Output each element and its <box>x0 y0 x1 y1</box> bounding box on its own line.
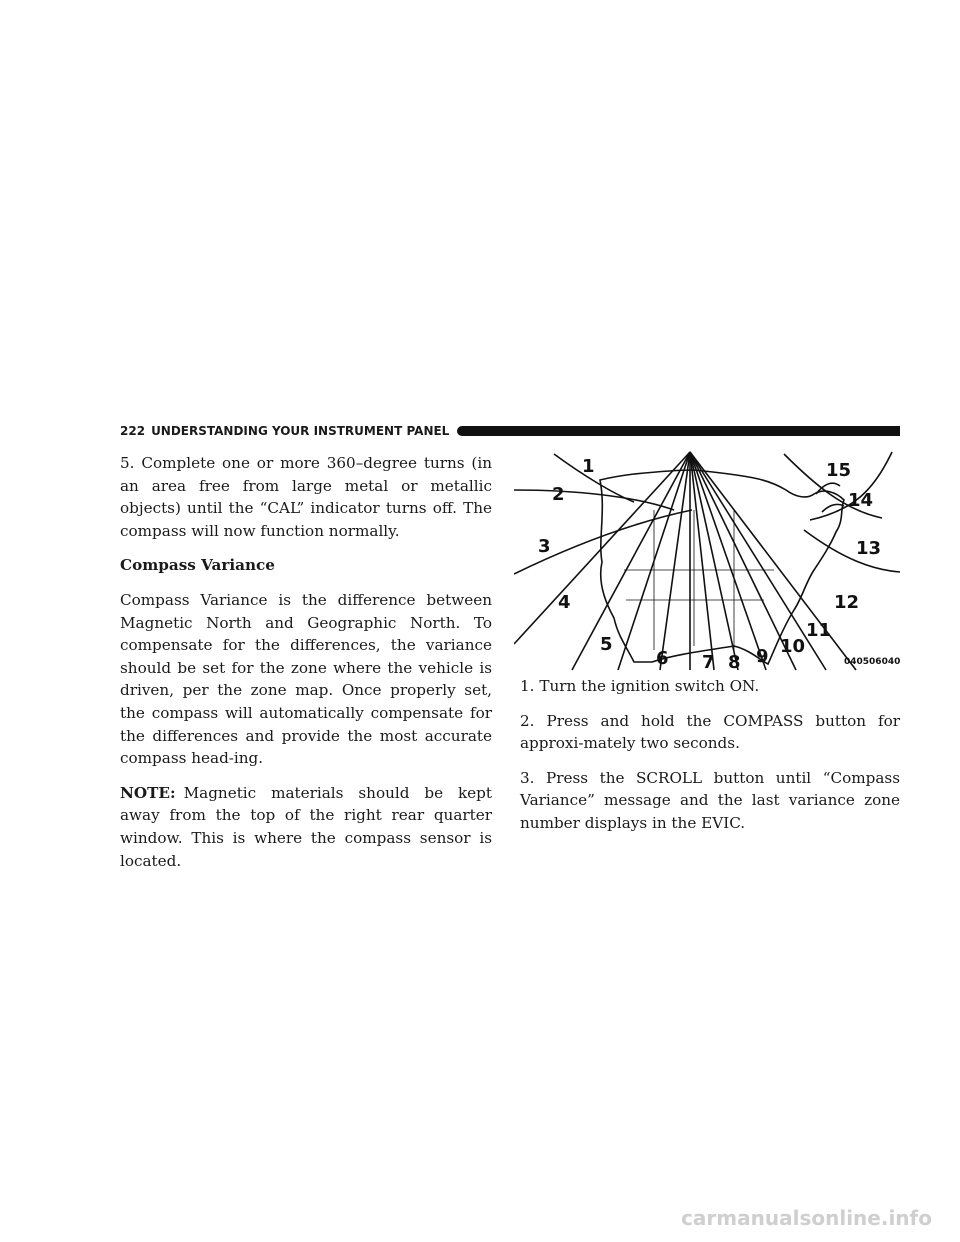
zone-map-svg <box>514 450 900 672</box>
variance-zone-map <box>514 450 900 672</box>
section-title: UNDERSTANDING YOUR INSTRUMENT PANEL <box>151 424 450 438</box>
zone-label-2: 2 <box>552 484 565 505</box>
page-header <box>120 422 900 440</box>
zone-label-15: 15 <box>826 460 852 481</box>
zone-label-12: 12 <box>834 592 860 613</box>
left-column <box>120 452 492 884</box>
zone-label-10: 10 <box>780 636 806 657</box>
zone-label-13: 13 <box>856 538 882 559</box>
step-5-text: 5. Complete one or more 360–degree turns (in an area free from large metal or metallic objects) until the “CAL” indicator turns off. The compass will now function normally. <box>120 454 492 540</box>
zone-label-14: 14 <box>848 490 874 511</box>
zone-label-1: 1 <box>582 456 595 477</box>
figure-code: 040506040 <box>844 657 900 667</box>
zone-label-6: 6 <box>656 648 669 669</box>
zone-label-11: 11 <box>806 620 832 641</box>
variance-description: Compass Variance is the difference between Magnetic North and Geographic North. To compensate for the differences, the variance should be set for the zone where the vehicle is driven, per the zone map. Once properly set, the compass will automatically compensate for the differences and provide the most accurate compass head-ing. <box>120 590 492 768</box>
zone-label-5: 5 <box>600 634 613 655</box>
compass-variance-heading: Compass Variance <box>120 556 275 575</box>
zone-label-9: 9 <box>756 646 769 667</box>
site-watermark: carmanualsonline.info <box>681 1206 932 1230</box>
step-3-text: 3. Press the SCROLL button until “Compass Variance” message and the last variance zone number displays in the EVIC. <box>520 768 900 832</box>
right-column <box>520 675 900 847</box>
zone-label-8: 8 <box>728 652 741 672</box>
note-paragraph <box>120 782 492 872</box>
step-1-text: 1. Turn the ignition switch ON. <box>520 677 760 695</box>
note-text: Magnetic materials should be kept away from the top of the right rear quarter window. This is where the compass sensor is located. <box>120 783 492 870</box>
note-label: NOTE: <box>120 783 176 802</box>
zone-label-7: 7 <box>702 652 715 672</box>
page-number: 222 <box>120 424 146 438</box>
zone-label-3: 3 <box>538 536 551 557</box>
zone-label-4: 4 <box>558 592 571 613</box>
step-2-text: 2. Press and hold the COMPASS button for approxi-mately two seconds. <box>520 711 900 753</box>
header-rule <box>457 426 900 436</box>
